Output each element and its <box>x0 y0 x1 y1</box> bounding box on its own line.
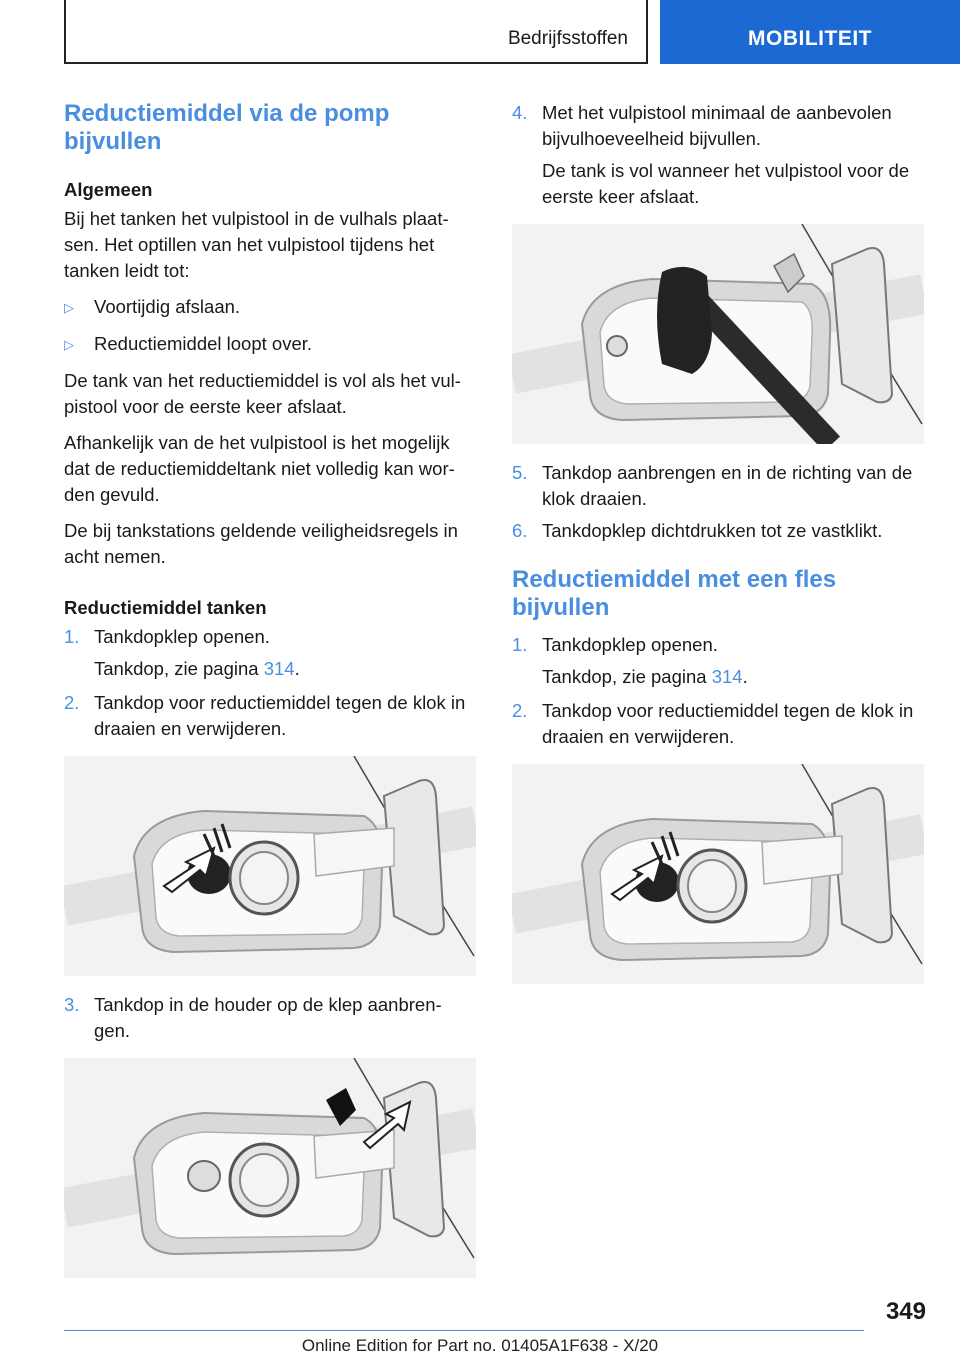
page-link[interactable]: 314 <box>263 658 295 679</box>
illustration-cap-removal-bottle <box>512 764 924 984</box>
subheading-general: Algemeen <box>64 179 153 200</box>
intro-text: Bij het tanken het vulpistool in de vulhals plaat-sen. Het optillen van het vulpistool tijdens het tanken leidt tot: <box>64 208 449 281</box>
footer-divider <box>64 1330 864 1331</box>
page-link[interactable]: 314 <box>711 666 743 687</box>
step-item: 1. Tankdopklep openen. <box>64 626 270 647</box>
illustration-cap-holder <box>64 1058 476 1278</box>
section-heading: Reductiemiddel via de pomp bijvullen <box>64 100 390 155</box>
step-item: 6. Tankdopklep dichtdrukken tot ze vastklikt. <box>512 520 883 541</box>
step-reference: Tankdop, zie pagina 314. <box>542 666 748 687</box>
illustration-filling-nozzle <box>512 224 924 444</box>
step-item: 5. Tankdop aanbrengen en in de richting van de klok draaien. <box>512 462 913 509</box>
step-item: 1. Tankdopklep openen. <box>512 634 718 655</box>
paragraph: De tank van het reductiemiddel is vol als het vul-pistool voor de eerste keer afslaat. <box>64 370 461 417</box>
step-item: 4. Met het vulpistool minimaal de aanbevolen bijvulhoeveelheid bijvullen. <box>512 102 892 149</box>
step-item: 3. Tankdop in de houder op de klep aanbren-gen. <box>64 994 442 1041</box>
paragraph: Afhankelijk van de het vulpistool is het mogelijk dat de reductiemiddeltank niet volledig kan wor-den gevuld. <box>64 432 455 505</box>
section-heading: Reductiemiddel met een fles bijvullen <box>512 566 837 621</box>
page-number: 349 <box>885 1298 926 1325</box>
step-note: De tank is vol wanneer het vulpistool voor de eerste keer afslaat. <box>542 160 910 207</box>
left-column <box>64 100 476 1294</box>
triangle-right-icon: ▷ <box>64 300 74 315</box>
illustration-cap-removal <box>64 756 476 976</box>
subheading-tanking: Reductiemiddel tanken <box>64 597 267 618</box>
chapter-tab[interactable]: MOBILITEIT <box>660 0 960 64</box>
paragraph: De bij tankstations geldende veiligheidsregels in acht nemen. <box>64 520 458 567</box>
right-column <box>512 100 924 1000</box>
list-item: ▷ Reductiemiddel loopt over. <box>64 331 476 358</box>
list-item: ▷ Voortijdig afslaan. <box>64 294 476 321</box>
section-title: Bedrijfsstoffen <box>507 28 628 49</box>
step-item: 2. Tankdop voor reductiemiddel tegen de klok in draaien en verwijderen. <box>64 692 466 739</box>
footer-edition: Online Edition for Part no. 01405A1F638 - X/20 <box>301 1336 659 1355</box>
triangle-right-icon: ▷ <box>64 337 74 352</box>
step-reference: Tankdop, zie pagina 314. <box>94 658 300 679</box>
step-item: 2. Tankdop voor reductiemiddel tegen de klok in draaien en verwijderen. <box>512 700 914 747</box>
